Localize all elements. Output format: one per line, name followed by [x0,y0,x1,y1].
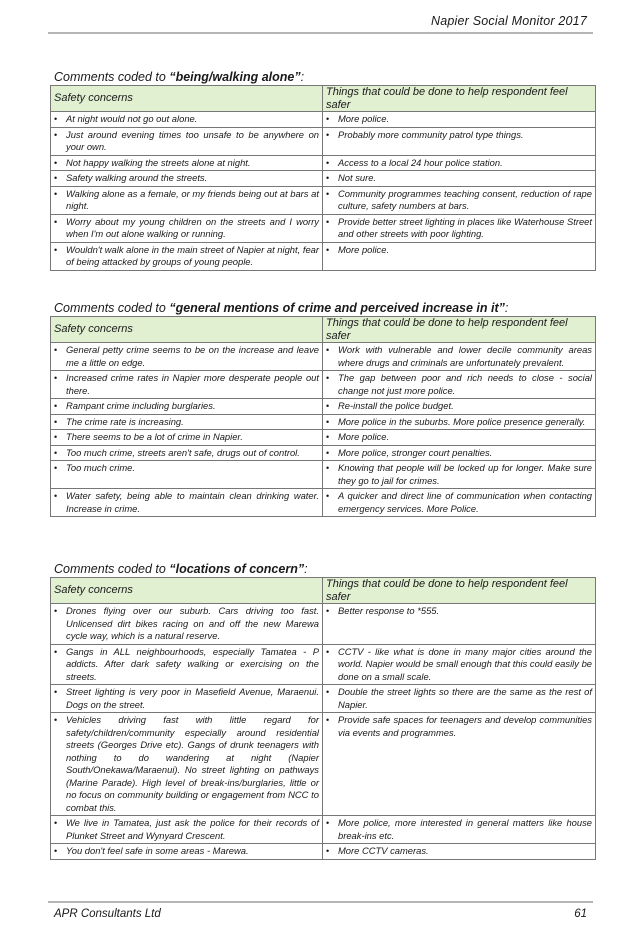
header-divider [48,32,593,34]
column-header-concerns: Safety concerns [51,86,323,112]
bullet-icon: • [54,715,58,725]
help-cell [323,604,596,645]
bullet-icon: • [54,114,58,124]
table-row [51,186,596,214]
column-header-help: Things that could be done to help respondent feel safer [323,86,596,112]
section-being-walking-alone [50,70,595,271]
concern-cell-text: You don't feel safe in some areas - Marewa. [66,845,249,856]
concern-cell [51,844,323,860]
help-cell-text: CCTV - like what is done in many major cities around the world. Napier would be small enough that this could easily be done on a small scale. [338,645,592,682]
bullet-icon: • [54,606,58,616]
help-cell-text: Not sure. [338,172,377,183]
section-general-crime [50,301,595,517]
section-heading [54,562,595,576]
table-row [51,604,596,645]
help-cell-text: More police, more interested in general matters like house break-ins etc. [338,817,592,841]
bullet-icon: • [326,216,330,227]
table-body [51,343,596,517]
bullet-icon: • [326,646,330,657]
help-cell [323,343,596,371]
concern-cell-text: There seems to be a lot of crime in Napier. [66,431,243,442]
bullet-icon: • [326,606,330,616]
comments-table [50,577,596,860]
help-cell-text: Work with vulnerable and lower decile community areas where drugs and criminals are unfortunately prevalent. [338,344,592,368]
concern-cell [51,155,323,171]
bullet-icon: • [54,157,58,168]
concern-cell-text: Walking alone as a female, or my friends being out at bars at night. [66,187,319,211]
table-body [51,112,596,271]
concern-cell [51,489,323,517]
concern-cell [51,644,323,685]
concern-cell [51,685,323,713]
help-cell [323,127,596,155]
bullet-icon: • [54,447,58,458]
table-header-row [51,578,596,604]
bullet-icon: • [326,373,330,383]
concern-cell-text: Vehicles driving fast with little regard for safety/children/community especially around residential streets (Georges Drive etc). Gangs of drunk teenagers with nothing to do wandering at night (Napier South/Onekawa/Maraenui). No street lighting on pathways (Marine Parade). High level of break-ins/burglaries, little or no focus on community building or engagement from NCC to combat this. [66,714,319,813]
bullet-icon: • [326,401,330,411]
bullet-icon: • [54,846,58,856]
concern-cell [51,713,323,816]
concern-cell-text: We live in Tamatea, just ask the police for their records of Plunket Street and Wynyard Crescent. [66,817,319,841]
help-cell-text: More police in the suburbs. More police presence generally. [338,415,586,427]
concern-cell-text: At night would not go out alone. [66,113,198,124]
heading-prefix: Comments coded to [54,562,170,576]
bullet-icon: • [54,463,58,473]
bullet-icon: • [326,491,330,501]
heading-suffix: : [300,70,305,84]
bullet-icon: • [54,491,58,501]
help-cell [323,489,596,517]
table-row [51,155,596,171]
help-cell-text: Better response to *555. [338,605,440,616]
heading-code: “locations of concern” [169,562,305,576]
concern-cell-text: Just around evening times too unsafe to be anywhere on your own. [66,128,319,152]
heading-prefix: Comments coded to [54,301,170,315]
concern-cell-text: Worry about my young children on the streets and I worry when I'm out alone walking or running. [66,215,319,239]
concern-cell [51,371,323,399]
bullet-icon: • [54,345,58,355]
bullet-icon: • [326,463,330,473]
column-header-concerns: Safety concerns [51,317,323,343]
heading-code: “general mentions of crime and perceived increase in it” [169,301,505,315]
table-header-row [51,317,596,343]
column-header-help: Things that could be done to help respondent feel safer [323,578,596,604]
bullet-icon: • [54,129,58,140]
bullet-icon: • [54,646,58,657]
section-locations-of-concern [50,562,595,860]
concern-cell-text: Rampant crime including burglaries. [66,400,216,411]
help-cell-text: More police, stronger court penalties. [338,446,493,458]
bullet-icon: • [326,244,330,255]
help-cell-text: Knowing that people will be locked up for longer. Make sure they go to jail for crimes. [338,462,592,486]
table-row [51,127,596,155]
help-cell [323,371,596,399]
concern-cell [51,816,323,844]
bullet-icon: • [326,129,330,140]
comments-table [50,85,596,271]
help-cell [323,242,596,270]
bullet-icon: • [54,416,58,427]
table-row [51,214,596,242]
help-cell [323,844,596,860]
concern-cell [51,112,323,128]
help-cell [323,414,596,430]
concern-cell [51,414,323,430]
concern-cell [51,399,323,415]
column-header-concerns: Safety concerns [51,578,323,604]
bullet-icon: • [54,818,58,828]
help-cell-text: The gap between poor and rich needs to close - social change not just more police. [338,372,592,396]
table-header-row [51,86,596,112]
help-cell-text: Provide better street lighting in places like Waterhouse Street and other streets with poor lighting. [338,215,592,239]
bullet-icon: • [54,216,58,227]
bullet-icon: • [54,401,58,411]
table-row [51,685,596,713]
concern-cell [51,430,323,446]
help-cell-text: Community programmes teaching consent, reduction of rape culture, safety numbers at bars. [338,187,592,211]
column-header-help: Things that could be done to help respondent feel safer [323,317,596,343]
heading-code: “being/walking alone” [169,70,301,84]
bullet-icon: • [326,432,330,442]
concern-cell-text: Street lighting is very poor in Masefield Avenue, Maraenui. Dogs on the street. [66,686,319,710]
concern-cell-text: The crime rate is increasing. [66,415,184,427]
help-cell-text: Double the street lights so there are the same as the rest of Napier. [338,686,592,710]
table-row [51,414,596,430]
concern-cell-text: Gangs in ALL neighbourhoods, especially Tamatea - P addicts. After dark safety walking or exercising on the streets. [66,645,319,682]
bullet-icon: • [326,157,330,168]
help-cell-text: More CCTV cameras. [338,845,429,856]
concern-cell [51,445,323,461]
bullet-icon: • [326,345,330,355]
bullet-icon: • [54,432,58,442]
concern-cell [51,604,323,645]
concern-cell [51,242,323,270]
help-cell [323,399,596,415]
heading-suffix: : [504,301,509,315]
table-row [51,171,596,187]
table-body [51,604,596,860]
help-cell-text: Probably more community patrol type things. [338,128,524,140]
table-row [51,371,596,399]
table-row [51,343,596,371]
concern-cell-text: General petty crime seems to be on the increase and leave me a little on edge. [66,344,319,368]
bullet-icon: • [326,188,330,199]
bullet-icon: • [54,244,58,255]
concern-cell [51,461,323,489]
heading-suffix: : [304,562,308,576]
help-cell-text: Provide safe spaces for teenagers and develop communities via events and programmes. [338,714,592,738]
concern-cell-text: Safety walking around the streets. [66,172,208,183]
table-row [51,461,596,489]
concern-cell [51,171,323,187]
concern-cell [51,214,323,242]
table-row [51,844,596,860]
table-row [51,644,596,685]
concern-cell-text: Water safety, being able to maintain clean drinking water. Increase in crime. [66,490,319,514]
help-cell [323,155,596,171]
concern-cell-text: Increased crime rates in Napier more desperate people out there. [66,372,319,396]
help-cell [323,171,596,187]
help-cell-text: A quicker and direct line of communication when contacting emergency services. More Police. [338,490,592,514]
table-row [51,430,596,446]
help-cell-text: More police. [338,431,390,442]
table-row [51,399,596,415]
page-number: 61 [574,908,587,920]
footer-divider [48,901,593,903]
bullet-icon: • [326,818,330,828]
help-cell [323,713,596,816]
concern-cell [51,186,323,214]
page-header-title: Napier Social Monitor 2017 [431,14,587,28]
table-row [51,489,596,517]
help-cell-text: More police. [338,113,390,124]
concern-cell [51,127,323,155]
help-cell-text: Access to a local 24 hour police station. [338,156,503,168]
concern-cell-text: Not happy walking the streets alone at night. [66,156,251,168]
table-row [51,445,596,461]
bullet-icon: • [54,173,58,183]
bullet-icon: • [326,447,330,458]
help-cell [323,214,596,242]
bullet-icon: • [326,715,330,725]
table-row [51,713,596,816]
bullet-icon: • [326,416,330,427]
footer-company: APR Consultants Ltd [54,908,161,920]
help-cell [323,816,596,844]
help-cell [323,685,596,713]
help-cell [323,112,596,128]
bullet-icon: • [326,114,330,124]
concern-cell [51,343,323,371]
bullet-icon: • [54,687,58,697]
section-heading [54,70,595,84]
help-cell-text: More police. [338,243,390,255]
help-cell [323,644,596,685]
bullet-icon: • [54,188,58,199]
help-cell [323,430,596,446]
bullet-icon: • [54,373,58,383]
bullet-icon: • [326,687,330,697]
bullet-icon: • [326,173,330,183]
table-row [51,112,596,128]
heading-prefix: Comments coded to [54,70,170,84]
concern-cell-text: Drones flying over our suburb. Cars driving too fast. Unlicensed dirt bikes racing on and off the new Marewa cycle way, which is a natural reserve. [66,605,319,641]
concern-cell-text: Too much crime. [66,462,135,473]
help-cell-text: Re-install the police budget. [338,400,454,411]
table-row [51,242,596,270]
comments-table [50,316,596,517]
section-heading [54,301,595,315]
help-cell [323,461,596,489]
concern-cell-text: Wouldn't walk alone in the main street of Napier at night, fear of being attacked by groups of young people. [66,243,319,267]
help-cell [323,445,596,461]
help-cell [323,186,596,214]
concern-cell-text: Too much crime, streets aren't safe, drugs out of control. [66,446,300,458]
bullet-icon: • [326,846,330,856]
table-row [51,816,596,844]
